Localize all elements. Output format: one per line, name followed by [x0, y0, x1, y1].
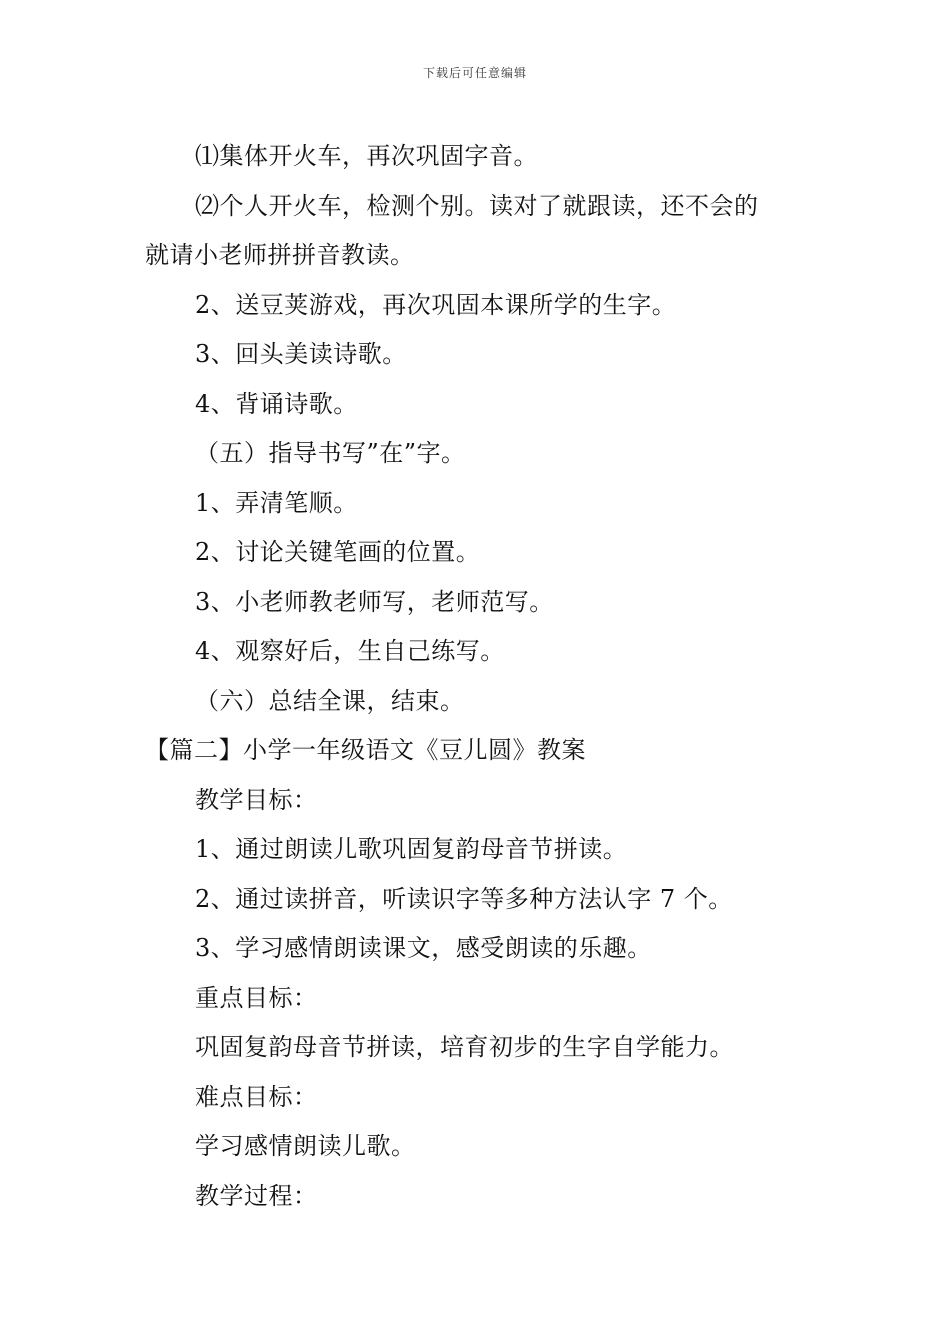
paragraph-line: ⑴集体开火车，再次巩固字音。	[195, 142, 538, 170]
subheading: 难点目标：	[195, 1082, 318, 1111]
paragraph-line: ⑵个人开火车，检测个别。读对了就跟读，还不会的	[195, 191, 759, 220]
section-heading: （五）指导书写”在”字。	[195, 439, 466, 467]
paragraph-line: 4、背诵诗歌。	[195, 389, 358, 418]
subheading: 教学过程：	[195, 1181, 318, 1210]
article-title: 【篇二】小学一年级语文《豆儿圆》教案	[145, 736, 586, 764]
paragraph-line: 1、弄清笔顺。	[195, 488, 358, 517]
subheading: 教学目标：	[195, 785, 318, 814]
page-header-note: 下载后可任意编辑	[422, 66, 527, 80]
paragraph-line: 就请小老师拼拼音教读。	[145, 241, 415, 269]
document-body	[145, 132, 815, 1221]
paragraph-line: 2、通过读拼音，听读识字等多种方法认字 7 个。	[195, 884, 733, 913]
paragraph-line: 3、小老师教老师写，老师范写。	[195, 587, 554, 616]
subheading: 重点目标：	[195, 983, 318, 1012]
paragraph-line: 巩固复韵母音节拼读，培育初步的生字自学能力。	[195, 1033, 734, 1061]
paragraph-line: 2、送豆荚游戏，再次巩固本课所学的生字。	[195, 290, 677, 319]
paragraph-line: 1、通过朗读儿歌巩固复韵母音节拼读。	[195, 835, 628, 863]
paragraph-line: 2、讨论关键笔画的位置。	[195, 538, 481, 566]
section-heading: （六）总结全课，结束。	[195, 686, 465, 715]
paragraph-line: 4、观察好后，生自己练写。	[195, 637, 505, 665]
paragraph-line: 3、学习感情朗读课文，感受朗读的乐趣。	[195, 934, 652, 962]
paragraph-line: 3、回头美读诗歌。	[195, 340, 407, 368]
paragraph-line: 学习感情朗读儿歌。	[195, 1132, 416, 1160]
